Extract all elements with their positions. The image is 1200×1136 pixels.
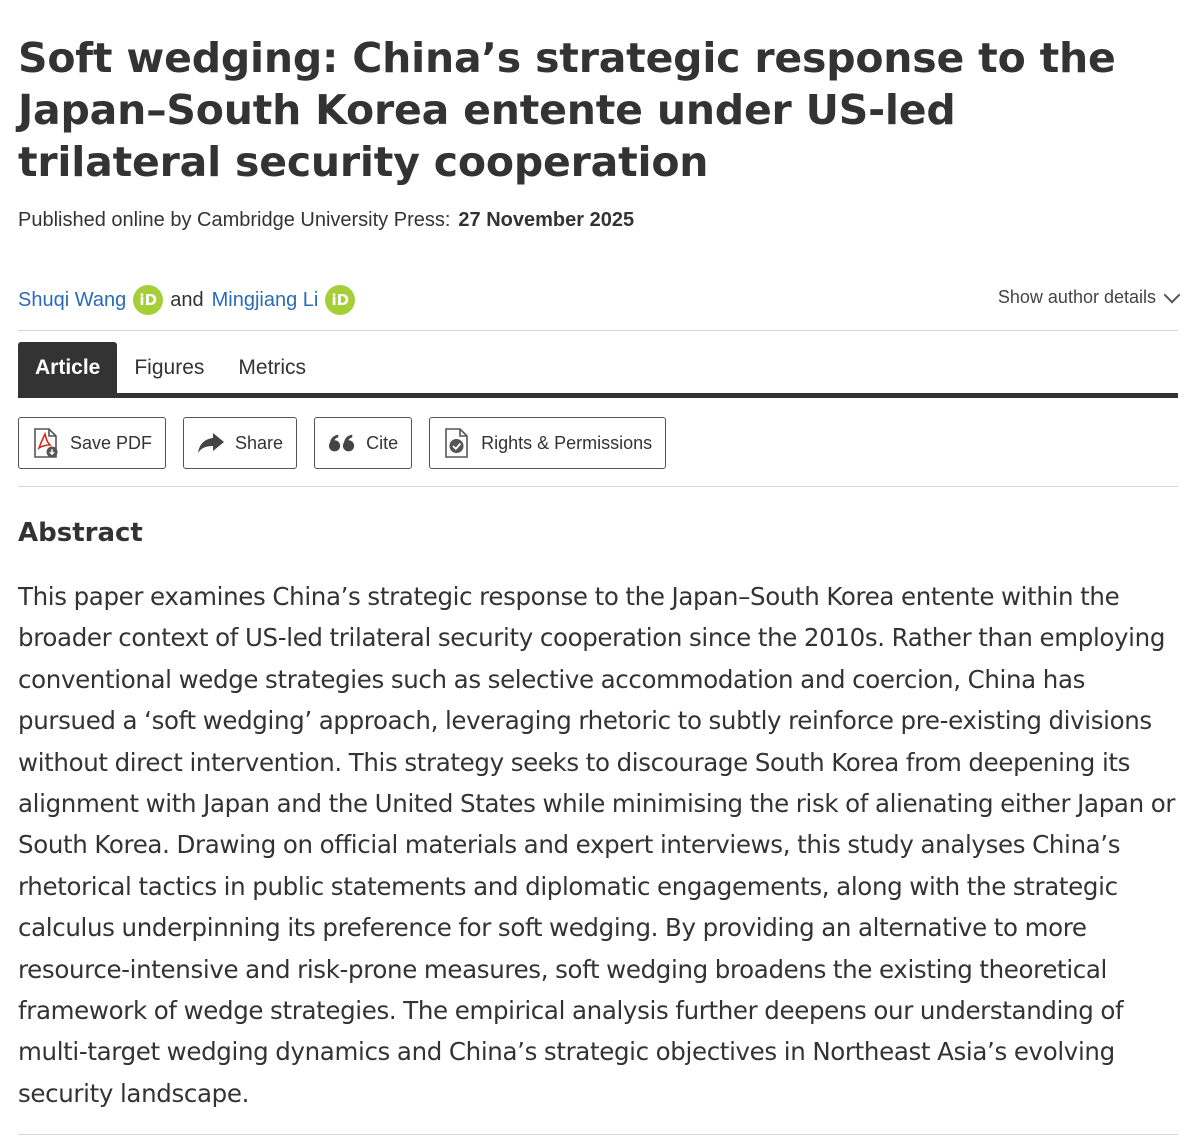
cite-button[interactable]	[314, 417, 412, 469]
save-pdf-label: Save PDF	[70, 432, 153, 453]
author-list	[18, 284, 362, 316]
article-tabs	[18, 342, 323, 394]
share-arrow-icon	[197, 428, 225, 458]
published-label: Published online by Cambridge University Press:	[18, 209, 451, 231]
orcid-icon[interactable]: iD	[325, 285, 355, 315]
show-author-details-label: Show author details	[997, 287, 1156, 307]
show-author-details-toggle[interactable]	[998, 287, 1178, 308]
tab-figures[interactable]: Figures	[134, 356, 205, 379]
rights-permissions-label: Rights & Permissions	[481, 432, 653, 453]
quote-icon	[328, 428, 356, 458]
tab-article[interactable]: Article	[18, 342, 117, 394]
author-link-shuqi-wang[interactable]: Shuqi Wang	[18, 288, 127, 311]
divider	[18, 330, 1178, 331]
abstract-text: This paper examines China’s strategic response to the Japan–South Korea entente within the broader context of US-led trilateral security cooperation since the 2010s. Rather than employing conventional wedge strategies such as selective accommodation and coercion, China has pursued a ‘soft wedging’ approach, leveraging rhetoric to subtly reinforce pre-existing divisions without direct intervention. This strategy seeks to discourage South Korea from deepening its alignment with Japan and the United States while minimising the risk of alienating either Japan or South Korea. Drawing on official materials and expert interviews, this study analyses China’s rhetorical tactics in public statements and diplomatic engagements, along with the strategic calculus underpinning its preference for soft wedging. By providing an alternative to more resource-intensive and risk-prone measures, soft wedging broadens the existing theoretical framework of wedge strategies. The empirical analysis further deepens our understanding of multi-target wedging dynamics and China’s strategic objectives in Northeast Asia’s evolving security landscape.	[18, 582, 1176, 1108]
pdf-icon	[32, 428, 60, 458]
rights-permissions-button[interactable]	[429, 417, 666, 469]
divider	[18, 486, 1178, 487]
article-actions-toolbar	[18, 417, 683, 469]
tab-metrics[interactable]: Metrics	[238, 356, 307, 379]
cite-label: Cite	[366, 432, 399, 453]
abstract-heading: Abstract	[18, 518, 143, 548]
divider	[18, 1134, 1178, 1135]
author-link-mingjiang-li[interactable]: Mingjiang Li	[211, 288, 319, 311]
share-label: Share	[235, 432, 284, 453]
share-button[interactable]	[183, 417, 297, 469]
author-conjunction: and	[170, 288, 204, 311]
save-pdf-button[interactable]	[18, 417, 166, 469]
chevron-down-icon	[1164, 286, 1181, 303]
orcid-icon[interactable]: iD	[133, 285, 163, 315]
tab-underline-bar	[18, 393, 1178, 398]
published-date: 27 November 2025	[458, 209, 635, 231]
publication-info	[18, 207, 634, 233]
article-title: Soft wedging: China’s strategic response to the Japan–South Korea entente under US-led trilateral security cooperation	[18, 34, 1116, 186]
rights-document-icon	[443, 428, 471, 458]
